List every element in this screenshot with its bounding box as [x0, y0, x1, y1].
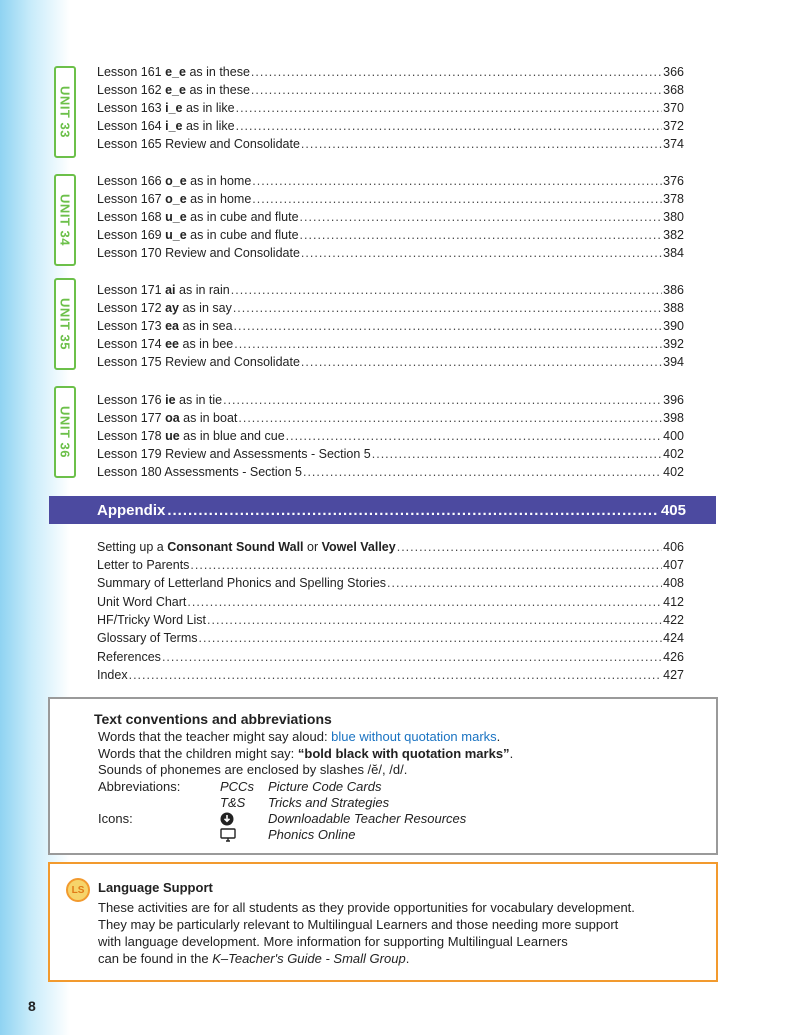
toc-row[interactable]: Lesson 178 ue as in blue and cue ..... 400: [97, 427, 684, 445]
toc-row[interactable]: Lesson 167 o_e as in home ..... 378: [97, 190, 684, 208]
text-conventions-box: [48, 697, 718, 855]
appendix-header[interactable]: [49, 496, 716, 524]
toc-row[interactable]: Lesson 161 e_e as in these ..... 366: [97, 63, 684, 81]
unit-36-tab: UNIT 36: [54, 386, 76, 478]
language-support-box: [48, 862, 718, 982]
unit-34-tab: UNIT 34: [54, 174, 76, 266]
toc-row[interactable]: Unit Word Chart ..... 412: [97, 593, 684, 611]
page-number: 8: [28, 998, 36, 1014]
toc-row[interactable]: Setting up a Consonant Sound Wall or Vowel Valley ..... 406: [97, 538, 684, 556]
abbreviations-label: Abbreviations:: [98, 779, 181, 794]
toc-row[interactable]: Lesson 169 u_e as in cube and flute ..... 382: [97, 226, 684, 244]
language-support-text: These activities are for all students as they provide opportunities for vocabulary development. They may be particularly relevant to Multilingual Learners and those needing more support with language development. More information for supporting Multilingual Learners can be found in the K–Teacher's Guide - Small Group.: [98, 900, 635, 966]
toc-row[interactable]: Lesson 165 Review and Consolidate ..... 374: [97, 135, 684, 153]
monitor-icon-label: Phonics Online: [268, 827, 356, 842]
toc-row[interactable]: HF/Tricky Word List ..... 422: [97, 611, 684, 629]
toc-row[interactable]: Index ..... 427: [97, 666, 684, 684]
toc-row[interactable]: Lesson 180 Assessments - Section 5 ..... 402: [97, 463, 684, 481]
toc-row[interactable]: Lesson 179 Review and Assessments - Section 5 ..... 402: [97, 445, 684, 463]
toc-row[interactable]: Lesson 177 oa as in boat ..... 398: [97, 409, 684, 427]
toc-row[interactable]: Lesson 170 Review and Consolidate ..... 384: [97, 244, 684, 262]
unit-33-tab: UNIT 33: [54, 66, 76, 158]
toc-row[interactable]: Lesson 175 Review and Consolidate ..... 394: [97, 353, 684, 371]
appendix-page: 405: [660, 501, 686, 519]
toc-row[interactable]: Glossary of Terms ..... 424: [97, 629, 684, 647]
unit-35-tab: UNIT 35: [54, 278, 76, 370]
download-icon-label: Downloadable Teacher Resources: [268, 811, 467, 826]
conventions-phonemes-line: Sounds of phonemes are enclosed by slashes /ĕ/, /d/.: [98, 762, 408, 777]
conventions-heading: Text conventions and abbreviations: [94, 711, 332, 727]
toc-row[interactable]: Lesson 166 o_e as in home ..... 376: [97, 172, 684, 190]
toc-row[interactable]: Summary of Letterland Phonics and Spelling Stories ..... 408: [97, 574, 684, 592]
conventions-children-line: Words that the children might say: “bold black with quotation marks”.: [98, 746, 514, 761]
toc-row[interactable]: Lesson 168 u_e as in cube and flute ..... 380: [97, 208, 684, 226]
abbr-pccs: PCCs: [220, 779, 254, 794]
toc-row[interactable]: Lesson 173 ea as in sea ..... 390: [97, 317, 684, 335]
monitor-icon: [220, 828, 236, 847]
toc-row[interactable]: Lesson 163 i_e as in like ..... 370: [97, 99, 684, 117]
conventions-teacher-line: Words that the teacher might say aloud: blue without quotation marks.: [98, 729, 501, 744]
language-support-title: Language Support: [98, 880, 213, 895]
toc-row[interactable]: Lesson 176 ie as in tie ..... 396: [97, 391, 684, 409]
appendix-title: Appendix: [97, 501, 166, 519]
ls-badge-icon: LS: [66, 878, 90, 902]
toc-row[interactable]: Lesson 164 i_e as in like ..... 372: [97, 117, 684, 135]
icons-label: Icons:: [98, 811, 133, 826]
toc-row[interactable]: References ..... 426: [97, 648, 684, 666]
abbr-pccs-long: Picture Code Cards: [268, 779, 382, 794]
toc-row[interactable]: Lesson 174 ee as in bee ..... 392: [97, 335, 684, 353]
abbr-ts: T&S: [220, 795, 246, 810]
toc-row[interactable]: Lesson 172 ay as in say ..... 388: [97, 299, 684, 317]
toc-row[interactable]: Letter to Parents ..... 407: [97, 556, 684, 574]
toc-row[interactable]: Lesson 171 ai as in rain ..... 386: [97, 281, 684, 299]
toc-row[interactable]: Lesson 162 e_e as in these ..... 368: [97, 81, 684, 99]
abbr-ts-long: Tricks and Strategies: [268, 795, 390, 810]
